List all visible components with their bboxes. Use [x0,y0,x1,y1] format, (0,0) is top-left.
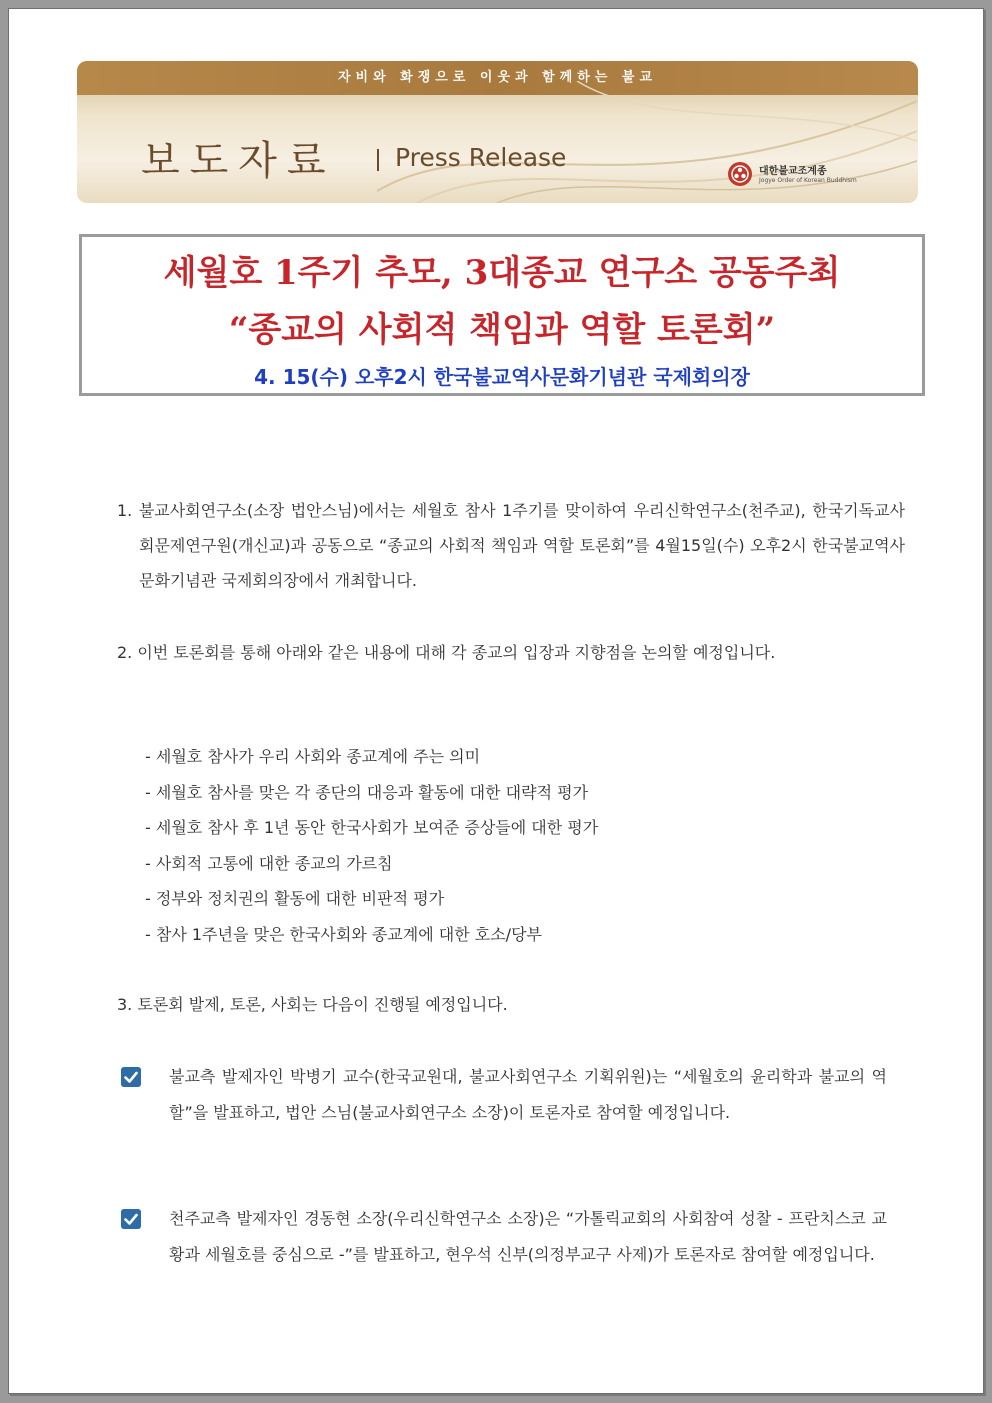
headline-box [79,234,925,396]
jogye-logo-icon [727,161,753,187]
banner-title: 보도자료 [141,138,336,184]
press-release-banner [77,61,918,203]
org-name: 대한불교조계종 [759,166,827,177]
paragraph-1: 1. 불교사회연구소(소장 법안스님)에서는 세월호 참사 1주기를 맞이하여 우리신학연구소(천주교), 한국기독교사회문제연구원(개신교)과 공동으로 “종교의 사회적 책임과 역할 토론회”를 4월15일(수) 오후2시 한국불교역사문화기념관 국제회의장에서 개최합니다. [117,501,905,590]
speaker-text: 불교측 발제자인 박병기 교수(한국교원대, 불교사회연구소 기획위원)는 “세월호의 윤리학과 불교의 역할”을 발표하고, 법안 스님(불교사회연구소 소장)이 토론자로 참여할 예정입니다. [169,1067,887,1122]
list-item: - 세월호 참사가 우리 사회와 종교계에 주는 의미 [145,747,481,766]
list-item: - 정부와 정치권의 활동에 대한 비판적 평가 [145,889,445,908]
headline-event-name: “종교의 사회적 책임과 역할 토론회” [228,310,776,350]
banner-separator [377,149,379,171]
headline-title: 세월호 1주기 추모, 3대종교 연구소 공동주최 [163,253,841,293]
banner-subtitle: Press Release [395,143,567,172]
list-item: - 세월호 참사를 맞은 각 종단의 대응과 활동에 대한 대략적 평가 [145,782,589,802]
list-item: - 참사 1주년을 맞은 한국사회와 종교계에 대한 호소/당부 [145,924,542,944]
document-page [8,8,984,1394]
paragraph-3: 3. 토론회 발제, 토론, 사회는 다음이 진행될 예정입니다. [117,995,508,1014]
headline-date-venue: 4. 15(수) 오후2시 한국불교역사문화기념관 국제회의장 [254,365,750,389]
checkbox-checked-icon [121,1067,141,1087]
list-item: - 사회적 고통에 대한 종교의 가르침 [145,853,393,873]
org-name-english: Jogye Order of Korean Buddhism [759,177,857,184]
topic-list [145,739,885,952]
list-item: - 세월호 참사 후 1년 동안 한국사회가 보여준 증상들에 대한 평가 [145,818,599,837]
speaker-text: 천주교측 발제자인 경동현 소장(우리신학연구소 소장)은 “가톨릭교회의 사회참여 성찰 - 프란치스코 교황과 세월호를 중심으로 -”를 발표하고, 현우석 신부(의정부교구 사제)가 토론자로 참여할 예정입니다. [169,1209,887,1264]
checkbox-checked-icon [121,1209,141,1229]
org-brand [727,161,907,195]
paragraph-2: 2. 이번 토론회를 통해 아래와 같은 내용에 대해 각 종교의 입장과 지향점을 논의할 예정입니다. [117,643,776,662]
banner-slogan: 자비와 화쟁으로 이웃과 함께하는 불교 [337,70,658,85]
